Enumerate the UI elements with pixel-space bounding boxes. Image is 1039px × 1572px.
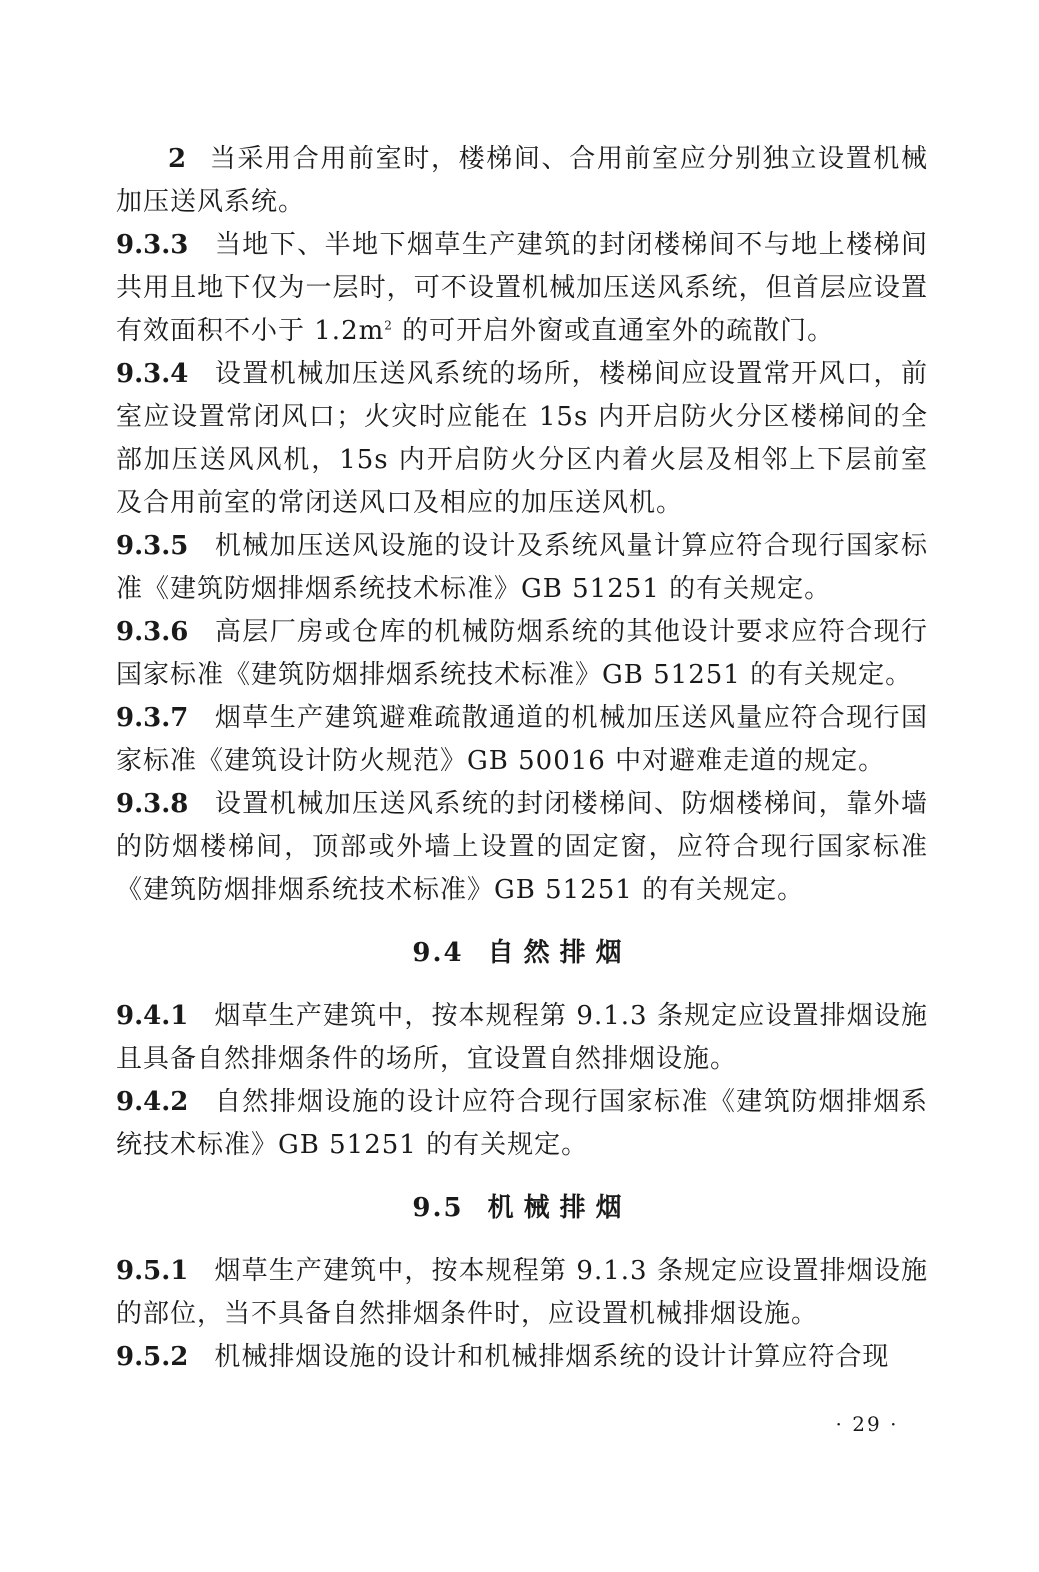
item-2 — [116, 138, 928, 224]
clause-text: 烟草生产建筑避难疏散通道的机械加压送风量应符合现行国家标准《建筑设计防火规范》GB 50016 中对避难走道的规定。 — [116, 703, 928, 776]
clause-number: 9.4.2 — [116, 1087, 189, 1117]
superscript: 2 — [384, 318, 393, 333]
section-number: 9.5 — [412, 1193, 464, 1223]
clause-text-tail: 的可开启外窗或直通室外的疏散门。 — [392, 316, 835, 346]
page-number: · 29 · — [835, 1412, 899, 1436]
clause-text: 机械排烟设施的设计和机械排烟系统的设计计算应符合现 — [214, 1342, 890, 1372]
section-title: 自然排烟 — [487, 938, 632, 968]
clause-text: 机械加压送风设施的设计及系统风量计算应符合现行国家标准《建筑防烟排烟系统技术标准》GB 51251 的有关规定。 — [116, 531, 928, 604]
clause-9-5-2 — [116, 1336, 928, 1379]
clause-text: 设置机械加压送风系统的场所，楼梯间应设置常开风口，前室应设置常闭风口；火灾时应能在 15s 内开启防火分区楼梯间的全部加压送风风机，15s 内开启防火分区内着火层及相邻上下层前室及合用前室的常闭送风口及相应的加压送风机。 — [116, 359, 928, 518]
clause-number: 9.3.5 — [116, 531, 189, 561]
clause-9-3-8 — [116, 783, 928, 912]
clause-text: 烟草生产建筑中，按本规程第 9.1.3 条规定应设置排烟设施且具备自然排烟条件的场所，宜设置自然排烟设施。 — [116, 1001, 928, 1074]
clause-number: 9.3.7 — [116, 703, 189, 733]
section-title: 机械排烟 — [487, 1193, 632, 1223]
clause-9-3-5 — [116, 525, 928, 611]
clause-number: 9.3.3 — [116, 230, 189, 260]
clause-text: 设置机械加压送风系统的封闭楼梯间、防烟楼梯间，靠外墙的防烟楼梯间，顶部或外墙上设置的固定窗，应符合现行国家标准《建筑防烟排烟系统技术标准》GB 51251 的有关规定。 — [116, 789, 928, 905]
clause-9-3-6 — [116, 611, 928, 697]
clause-number: 9.5.1 — [116, 1256, 189, 1286]
section-heading-9-4 — [116, 932, 928, 975]
clause-number: 9.5.2 — [116, 1342, 189, 1372]
section-heading-9-5 — [116, 1187, 928, 1230]
clause-number: 9.3.6 — [116, 617, 189, 647]
clause-text: 当地下、半地下烟草生产建筑的封闭楼梯间不与地上楼梯间共用且地下仅为一层时，可不设置机械加压送风系统，但首层应设置有效面积不小于 1.2m — [116, 230, 928, 346]
clause-9-3-3 — [116, 224, 928, 353]
clause-9-4-2 — [116, 1081, 928, 1167]
clause-9-5-1 — [116, 1250, 928, 1336]
clause-number: 9.4.1 — [116, 1001, 189, 1031]
clause-9-3-4 — [116, 353, 928, 525]
item-number: 2 — [168, 144, 188, 174]
clause-number: 9.3.4 — [116, 359, 189, 389]
clause-9-4-1 — [116, 995, 928, 1081]
page-body — [116, 138, 928, 1379]
clause-text: 自然排烟设施的设计应符合现行国家标准《建筑防烟排烟系统技术标准》GB 51251 的有关规定。 — [116, 1087, 928, 1160]
clause-9-3-7 — [116, 697, 928, 783]
clause-text: 烟草生产建筑中，按本规程第 9.1.3 条规定应设置排烟设施的部位，当不具备自然排烟条件时，应设置机械排烟设施。 — [116, 1256, 928, 1329]
clause-text: 高层厂房或仓库的机械防烟系统的其他设计要求应符合现行国家标准《建筑防烟排烟系统技术标准》GB 51251 的有关规定。 — [116, 617, 928, 690]
section-number: 9.4 — [412, 938, 464, 968]
clause-number: 9.3.8 — [116, 789, 189, 819]
item-text: 当采用合用前室时，楼梯间、合用前室应分别独立设置机械加压送风系统。 — [116, 144, 928, 217]
